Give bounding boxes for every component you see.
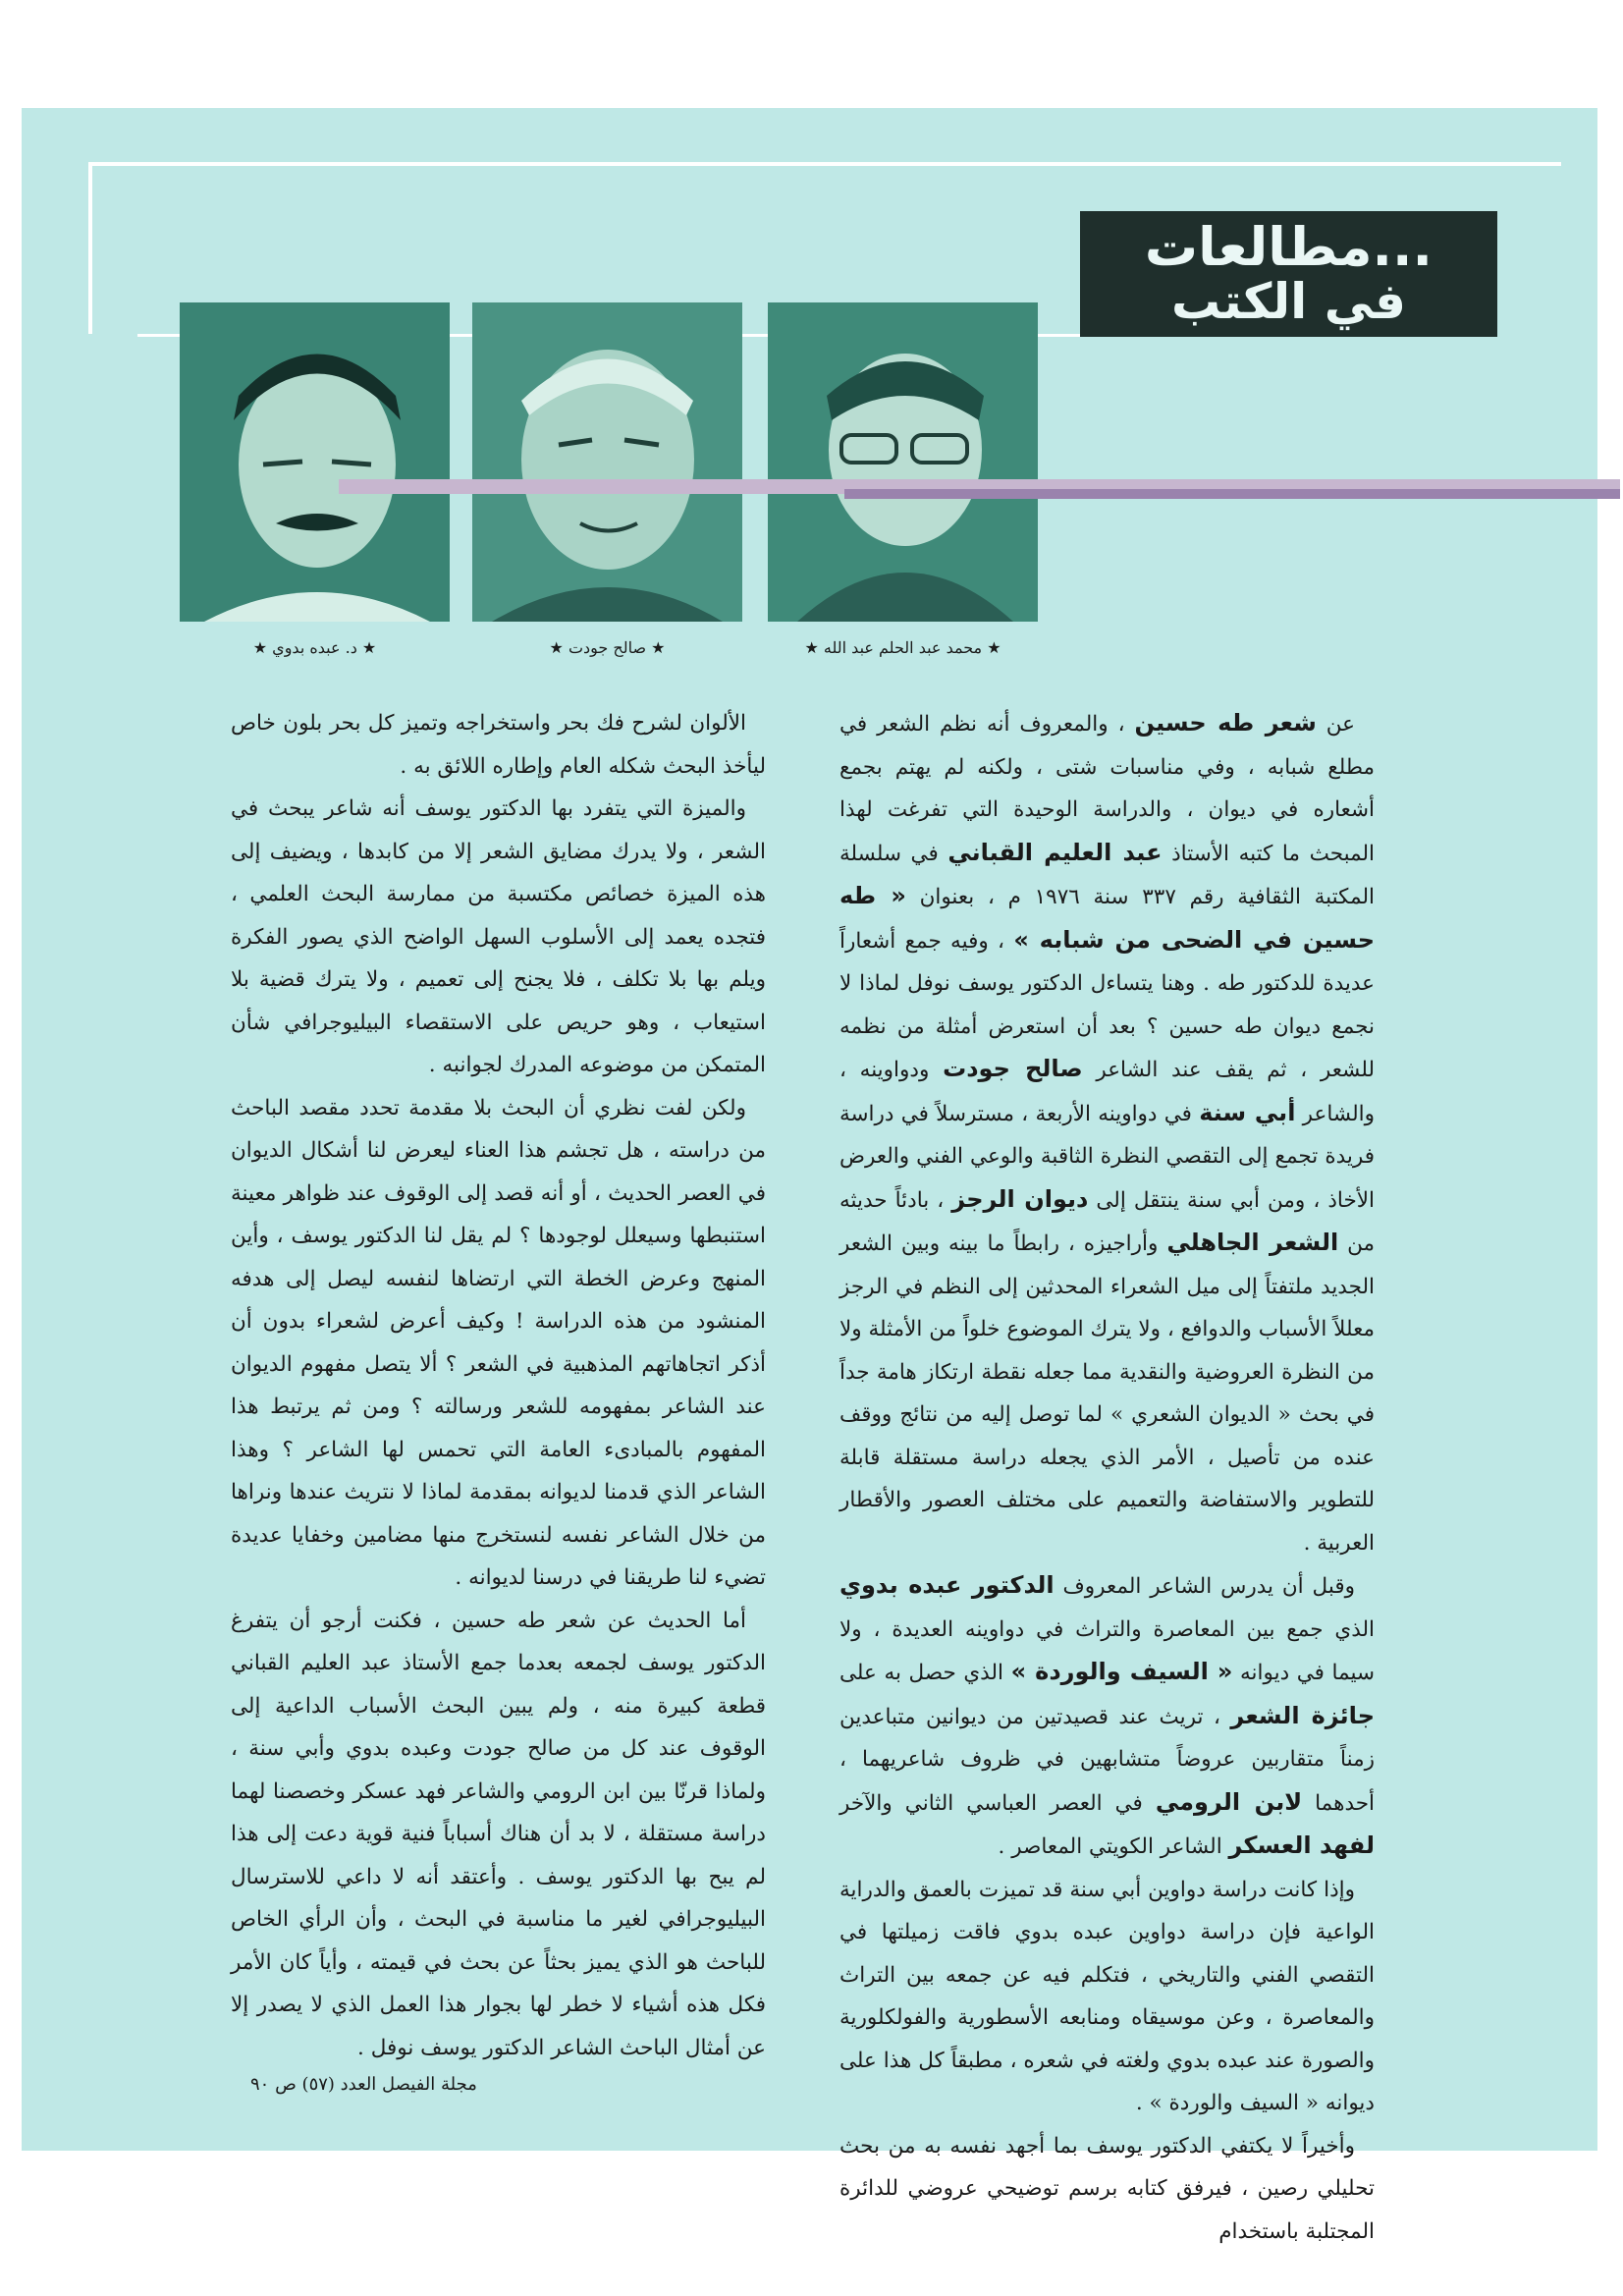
page-footer: مجلة الفيصل العدد (٥٧) ص ٩٠ bbox=[250, 2074, 477, 2095]
article-paragraph bbox=[839, 2125, 1375, 2254]
frame-line-top bbox=[88, 162, 1561, 166]
photo-caption-3: ★ د. عبده بدوي ★ bbox=[252, 638, 377, 657]
highlighted-name: « السيف والوردة » bbox=[1010, 1658, 1233, 1685]
photo-caption-1: ★ محمد عبد الحلم عبد الله ★ bbox=[804, 638, 1001, 657]
paragraph-text: ، تريث عند قصيدتين من ديوانين متباعدين زمناً متقاربين عروضاً متشابهين في ظروف شاعريهما ، أحدهما bbox=[839, 1704, 1376, 1816]
paragraph-text: وأراجيزه ، رابطاً ما بينه وبين الشعر الجديد ملتفتاً إلى ميل الشعراء المحدثين إلى النظم في الرجز معللاً الأسباب والدوافع ، ولا يترك الموضوع خلواً من الأمثلة ولا من النظرة العروضية والنقدية مما جعله نقطة ارتكاز هامة جداً في بحث « الديوان الشعري » لما توصل إليه من نتائج ووقف عنده من تأصيل ، الأمر الذي يجعله دراسة مستقلة قابلة للتطوير والاستفاضة والتعميم على مختلف العصور والأقطار العربية . bbox=[839, 1231, 1375, 1556]
portrait-1-image bbox=[768, 302, 1038, 622]
section-header bbox=[1080, 211, 1497, 337]
paragraph-text: وقبل أن يدرس الشاعر المعروف bbox=[1054, 1574, 1355, 1599]
paragraph-text: والميزة التي يتفرد بها الدكتور يوسف أنه شاعر يبحث في الشعر ، ولا يدرك مضايق الشعر إلا من كابدها ، ويضيف إلى هذه الميزة خصائص مكتسبة من ممارسة البحث العلمي ، فتجده يعمد إلى الأسلوب السهل الواضح الذي يصور الفكرة ويلم بها بلا تكلف ، فلا يجنح إلى تعميم ، ولا يترك قضية بلا استيعاب ، وهو حريص على الاستقصاء البيليوجرافي شأن المتمكن من موضوعه المدرك لجوانبه . bbox=[231, 796, 766, 1077]
article-paragraph bbox=[231, 788, 766, 1087]
paragraph-text: في سلسلة المكتبة الثقافية رقم ٣٣٧ سنة ١٩٧٦ م ، بعنوان bbox=[839, 841, 1375, 909]
highlighted-name: الشعر الجاهلي bbox=[1166, 1229, 1339, 1256]
highlighted-name: أبي سنة bbox=[1199, 1098, 1296, 1126]
paragraph-text: في دواوينه الأربعة ، مسترسلاً في دراسة فريدة تجمع إلى التقصي النظرة الثاقبة والوعي الفني والعرض الأخاذ ، ومن أبي سنة ينتقل إلى bbox=[839, 1101, 1375, 1213]
paragraph-text: الشاعر الكويتي المعاصر . bbox=[998, 1834, 1229, 1859]
paragraph-text: أما الحديث عن شعر طه حسين ، فكنت أرجو أن يتفرغ الدكتور يوسف لجمعه بعدما جمع الأستاذ عبد العليم القباني قطعة كبيرة منه ، ولم يبين البحث الأسباب الداعية إلى الوقوف عند كل من صالح جودت وعبده بدوي وأبي سنة ، ولماذا قرنّا بين ابن الرومي والشاعر فهد عسكر وخصصنا لهما دراسة مستقلة ، لا بد أن هناك أسباباً فنية قوية دعت إلى هذا لم يبح بها الدكتور يوسف . وأعتقد أنه لا داعي للاسترسال البيليوجرافي لغير ما مناسبة في البحث ، وأن الرأي الخاص للباحث هو الذي يميز بحثاً عن بحث في قيمته ، وأياً كان الأمر فكل هذه أشياء لا خطر لها بجوار هذا العمل الذي لا يصدر إلا عن أمثال الباحث الشاعر الدكتور يوسف نوفل . bbox=[231, 1608, 766, 2060]
portrait-3-image bbox=[180, 302, 450, 622]
article-paragraph bbox=[839, 1869, 1375, 2125]
highlighted-name: عبد العليم القباني bbox=[947, 838, 1163, 866]
article-paragraph bbox=[231, 702, 766, 788]
scan-artifact-stripe-2 bbox=[844, 489, 1620, 499]
photo-caption-2: ★ صالح جودت ★ bbox=[549, 638, 666, 657]
highlighted-name: لفهد العسكر bbox=[1228, 1831, 1375, 1859]
highlighted-name: « طه حسين في الضحى من شبابه » bbox=[839, 882, 1375, 954]
paragraph-text: ، والمعروف أنه نظم الشعر في مطلع شبابه ، وفي مناسبات شتى ، ولكنه لم يهتم بجمع أشعاره في ديوان ، والدراسة الوحيدة التي تفرغت لهذا المبحث ما كتبه الأستاذ bbox=[839, 712, 1376, 866]
paragraph-text: عن bbox=[1316, 712, 1356, 737]
paragraph-text: الذي حصل به على bbox=[839, 1661, 1011, 1685]
header-line1: مطالعات... bbox=[1144, 216, 1434, 279]
highlighted-name: لابن الرومي bbox=[1155, 1787, 1303, 1816]
article-paragraph bbox=[231, 1600, 766, 2070]
paragraph-text: ودواوينه ، والشاعر bbox=[839, 1058, 1375, 1126]
article-paragraph bbox=[839, 1564, 1375, 1869]
photo-portrait-1 bbox=[768, 302, 1038, 622]
paragraph-text: وإذا كانت دراسة دواوين أبي سنة قد تميزت بالعمق والدراية الواعية فإن دراسة دواوين عبده بدوي فاقت زميلتها في التقصي الفني والتاريخي ، فتكلم فيه عن جمعه بين التراث والمعاصرة ، وعن موسيقاه ومنابعه الأسطورية والفولكلورية والصورة عند عبده بدوي ولغته في شعره ، مطبقاً كل هذا على ديوانه « السيف والوردة » . bbox=[839, 1877, 1375, 2115]
paragraph-text: في العصر العباسي الثاني والآخر bbox=[839, 1790, 1156, 1816]
paragraph-text: ولكن لفت نظري أن البحث بلا مقدمة تحدد مقصد الباحث من دراسته ، هل تجشم هذا العناء ليعرض لنا أشكال الديوان في العصر الحديث ، أو أنه قصد إلى الوقوف عند ظواهر معينة استنبطها وسيعلل لوجودها ؟ لم يقل لنا الدكتور يوسف ، وأين المنهج وعرض الخطة التي ارتضاها لنفسه ليصل إلى هدفه المنشود من هذه الدراسة ! وكيف أعرض لشعراء بدون أن أذكر اتجاهاتهم المذهبية في الشعر ؟ ألا يتصل مفهوم الديوان عند الشاعر بمفهومه للشعر ورسالته ؟ ومن ثم يرتبط هذا المفهوم بالمبادىء العامة التي تحمس لها الشاعر ؟ وهذا الشاعر الذي قدمنا لديوانه بمقدمة لماذا لا نتريث عندها ونراها من خلال الشاعر نفسه لنستخرج منها مضامين وخفايا عديدة تضيء لنا طريقنا في درسنا لديوانه . bbox=[231, 1095, 766, 1590]
portrait-2-image bbox=[472, 302, 742, 622]
paragraph-text: وأخيراً لا يكتفي الدكتور يوسف بما أجهد نفسه به من بحث تحليلي رصين ، فيرفق كتابه برسم توضيحي عروضي للدائرة المجتلبة باستخدام bbox=[839, 2133, 1375, 2244]
frame-line-left bbox=[88, 162, 92, 334]
header-line2: في الكتب bbox=[1170, 273, 1407, 331]
highlighted-name: ديوان الرجز bbox=[951, 1184, 1089, 1213]
highlighted-name: جائزة الشعر bbox=[1230, 1701, 1375, 1729]
highlighted-name: الدكتور عبده بدوي bbox=[839, 1571, 1055, 1599]
article-column-right bbox=[839, 702, 1376, 2244]
photo-portrait-2 bbox=[472, 302, 742, 622]
paragraph-text: ، وفيه جمع أشعاراً عديدة للدكتور طه . وهنا يتساءل الدكتور يوسف نوفل لماذا لا نجمع ديوان طه حسين ؟ بعد أن استعرض أمثلة من نظمه للشعر ، ثم يقف عند الشاعر bbox=[839, 928, 1375, 1082]
paragraph-text: الذي جمع بين المعاصرة والتراث في دواوينه العديدة ، ولا سيما في ديوانه bbox=[839, 1616, 1375, 1685]
article-paragraph bbox=[231, 1087, 766, 1600]
article-column-left bbox=[231, 702, 766, 2062]
paragraph-text: ، بادئاً حديثه من bbox=[839, 1187, 1376, 1256]
highlighted-name: صالح جودت bbox=[943, 1055, 1083, 1082]
photo-portrait-3 bbox=[180, 302, 450, 622]
highlighted-name: شعر طه حسين bbox=[1134, 709, 1317, 737]
paragraph-text: الألوان لشرح فك بحر واستخراجه وتميز كل بحر بلون خاص ليأخذ البحث شكله العام وإطاره اللائق به . bbox=[231, 711, 766, 779]
article-paragraph bbox=[839, 702, 1375, 1564]
